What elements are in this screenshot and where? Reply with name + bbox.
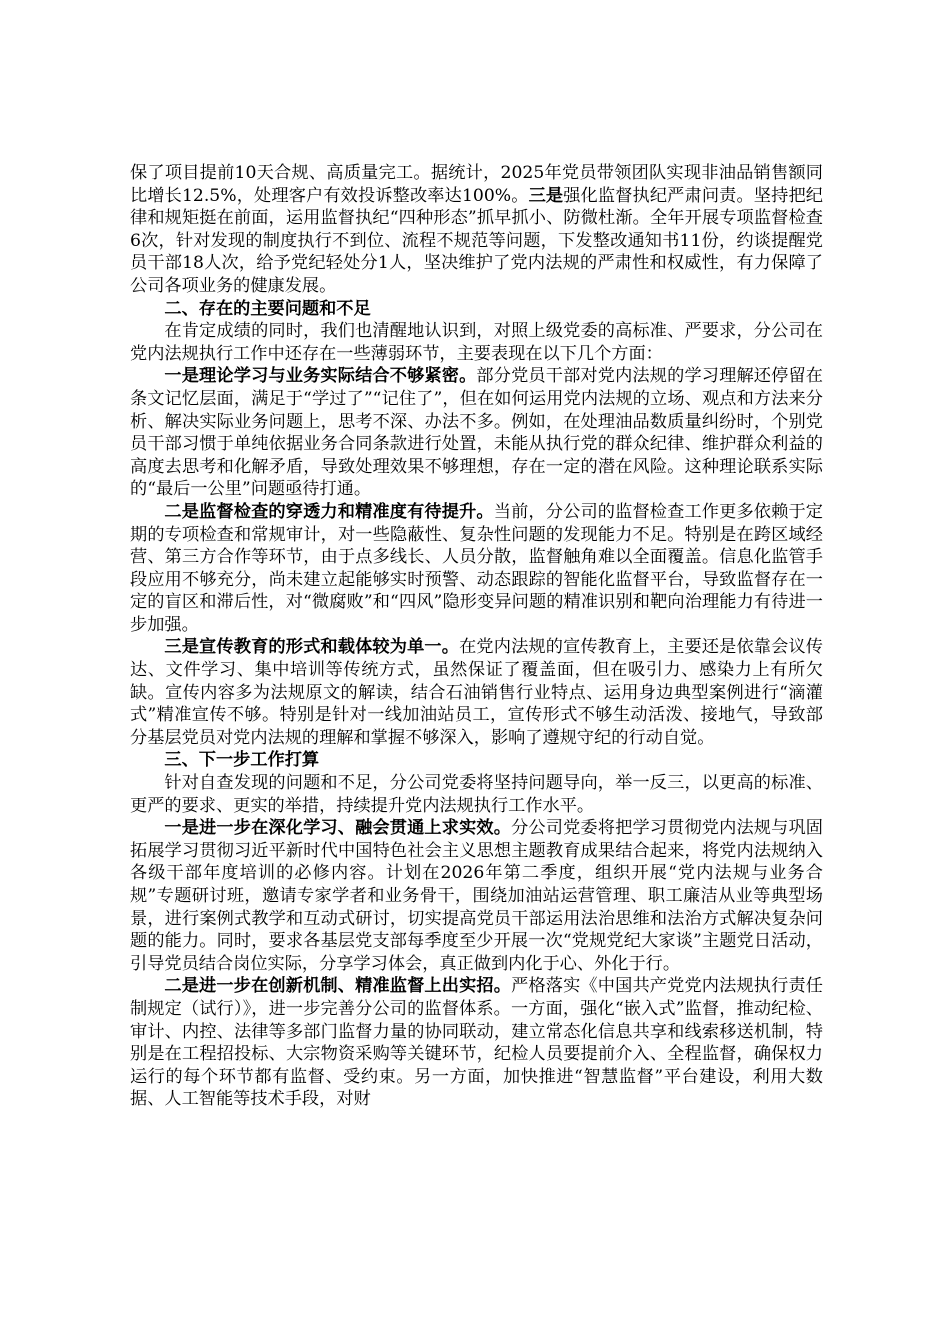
- section-heading-next-steps: 三、下一步工作打算: [164, 750, 320, 771]
- paragraph-lead: 一是进一步在深化学习、融会贯通上求实效。: [164, 818, 512, 839]
- paragraph-problem-1: [130, 365, 823, 501]
- section-heading-problems: 二、存在的主要问题和不足: [164, 298, 371, 319]
- paragraph-lead: 一是理论学习与业务实际结合不够紧密。: [164, 366, 477, 387]
- paragraph-text: 部分党员干部对党内法规的学习理解还停留在条文记忆层面，满足于“学过了”“记住了”，但在如何运用党内法规的立场、观点和方法来分析、解决实际业务问题上，思考不深、办法不多。例如，在处理油品数质量纠纷时，个别党员干部习惯于单纯依据业务合同条款进行处置，未能从执行党的群众纪律、维护群众利益的高度去思考和化解矛盾，导致处理效果不够理想，存在一定的潜在风险。这种理论联系实际的“最后一公里”问题亟待打通。: [130, 366, 823, 500]
- paragraph-plan-2: [130, 975, 823, 1111]
- paragraph-lead: 三是宣传教育的形式和载体较为单一。: [164, 637, 460, 658]
- paragraph-lead: 二是监督检查的穿透力和精准度有待提升。: [164, 501, 494, 522]
- paragraph-text: 当前，分公司的监督检查工作更多依赖于定期的专项检查和常规审计，对一些隐蔽性、复杂性问题的发现能力不足。特别是在跨区域经营、第三方合作等环节，由于点多线长、人员分散，监督触角难以全面覆盖。信息化监管手段应用不够充分，尚未建立起能够实时预警、动态跟踪的智能化监督平台，导致监督存在一定的盲区和滞后性，对“微腐败”和“四风”隐形变异问题的精准识别和靶向治理能力有待进一步加强。: [130, 501, 823, 635]
- paragraph-intro-next-steps: 针对自查发现的问题和不足，分公司党委将坚持问题导向，举一反三，以更高的标准、更严的要求、更实的举措，持续提升党内法规执行工作水平。: [130, 773, 823, 816]
- paragraph-continuation: [130, 162, 823, 298]
- document-page: [130, 162, 823, 1111]
- paragraph-problem-2: [130, 501, 823, 637]
- paragraph-text: 分公司党委将把学习贯彻党内法规与巩固拓展学习贯彻习近平新时代中国特色社会主义思想主题教育成果结合起来，将党内法规纳入各级干部年度培训的必修内容。计划在2026年第二季度，组织开展“党内法规与业务合规”专题研讨班，邀请专家学者和业务骨干，围绕加油站运营管理、职工廉洁从业等典型场景，进行案例式教学和互动式研讨，切实提高党员干部运用法治思维和法治方式解决复杂问题的能力。同时，要求各基层党支部每季度至少开展一次“党规党纪大家谈”主题党日活动，引导党员结合岗位实际，分享学习体会，真正做到内化于心、外化于行。: [130, 818, 823, 974]
- paragraph-plan-1: [130, 817, 823, 975]
- paragraph-text: 严格落实《中国共产党党内法规执行责任制规定（试行）》，进一步完善分公司的监督体系。一方面，强化“嵌入式”监督，推动纪检、审计、内控、法律等多部门监督力量的协同联动，建立常态化信息共享和线索移送机制，特别是在工程招投标、大宗物资采购等关键环节，纪检人员要提前介入、全程监督，确保权力运行的每个环节都有监督、受约束。另一方面，加快推进“智慧监督”平台建设，利用大数据、人工智能等技术手段，对财: [130, 976, 823, 1110]
- paragraph-text: 强化监督执纪严肃问责。坚持把纪律和规矩挺在前面，运用监督执纪“四种形态”抓早抓小、防微杜渐。全年开展专项监督检查6次，针对发现的制度执行不到位、流程不规范等问题，下发整改通知书11份，约谈提醒党员干部18人次，给予党纪轻处分1人，坚决维护了党内法规的严肃性和权威性，有力保障了公司各项业务的健康发展。: [130, 185, 823, 296]
- paragraph-lead: 三是: [528, 185, 564, 206]
- paragraph-lead: 二是进一步在创新机制、精准监督上出实招。: [164, 976, 512, 997]
- paragraph-text: 在党内法规的宣传教育上，主要还是依靠会议传达、文件学习、集中培训等传统方式，虽然保证了覆盖面，但在吸引力、感染力上有所欠缺。宣传内容多为法规原文的解读，结合石油销售行业特点、运用身边典型案例进行“滴灌式”精准宣传不够。特别是针对一线加油站员工，宣传形式不够生动活泼、接地气，导致部分基层党员对党内法规的理解和掌握不够深入，影响了遵规守纪的行动自觉。: [130, 637, 823, 748]
- paragraph-text: 保了项目提前10天合规、高质量完工。据统计，2025年党员带领团队实现非油品销售额同比增长12.5%，处理客户有效投诉整改率达100%。: [130, 163, 823, 206]
- paragraph-intro-problems: 在肯定成绩的同时，我们也清醒地认识到，对照上级党委的高标准、严要求，分公司在党内法规执行工作中还存在一些薄弱环节，主要表现在以下几个方面：: [130, 321, 823, 364]
- paragraph-problem-3: [130, 636, 823, 749]
